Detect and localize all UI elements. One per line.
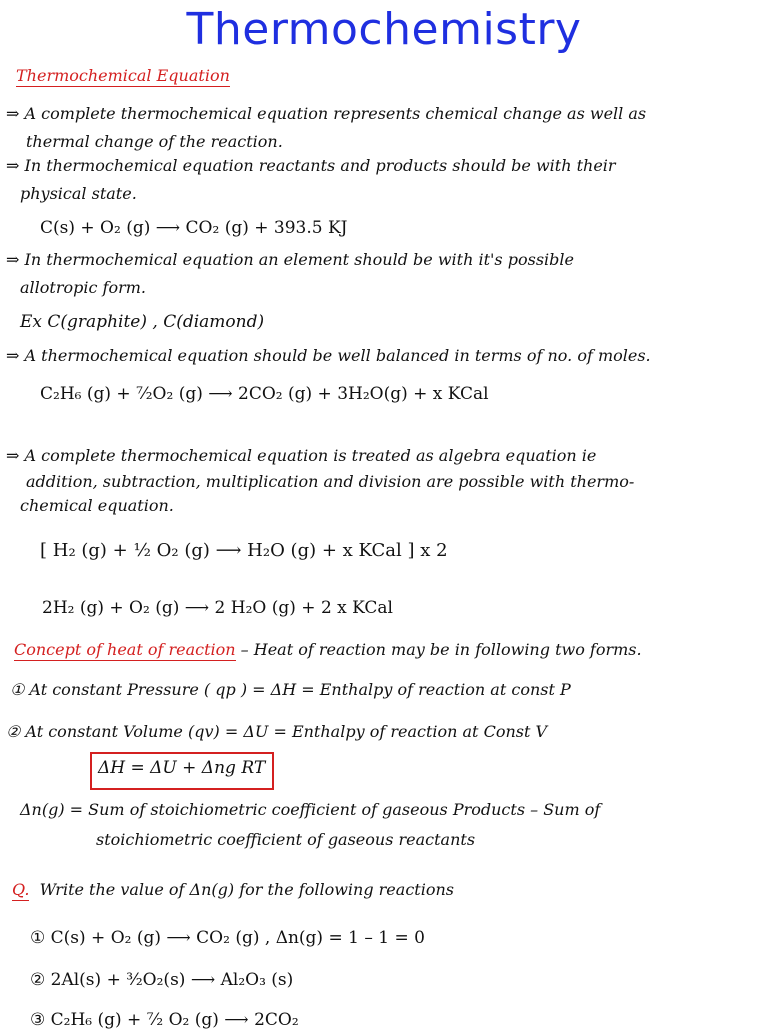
paragraph-line: ⇒ In thermochemical equation an element should be with it's possible <box>6 250 574 269</box>
reaction-item: ① C(s) + O₂ (g) ⟶ CO₂ (g) , Δn(g) = 1 – 1 = 0 <box>30 928 425 948</box>
paragraph-line: chemical equation. <box>20 496 174 515</box>
paragraph-line: physical state. <box>20 184 137 203</box>
paragraph-line: ⇒ A thermochemical equation should be well balanced in terms of no. of moles. <box>6 346 651 365</box>
reaction-item: ② 2Al(s) + ³⁄₂O₂(s) ⟶ Al₂O₃ (s) <box>30 970 294 990</box>
equation: [ H₂ (g) + ½ O₂ (g) ⟶ H₂O (g) + x KCal ] x 2 <box>40 540 448 561</box>
paragraph-line: thermal change of the reaction. <box>26 132 283 151</box>
definition-line: stoichiometric coefficient of gaseous reactants <box>96 830 476 849</box>
equation: C₂H₆ (g) + ⁷⁄₂O₂ (g) ⟶ 2CO₂ (g) + 3H₂O(g) + x KCal <box>40 384 489 404</box>
section-heading-heat-of-reaction: Concept of heat of reaction – Heat of reaction may be in following two forms. <box>14 640 642 659</box>
reaction-item: ③ C₂H₆ (g) + ⁷⁄₂ O₂ (g) ⟶ 2CO₂ <box>30 1010 299 1030</box>
question-marker: Q. <box>12 880 30 899</box>
equation: 2H₂ (g) + O₂ (g) ⟶ 2 H₂O (g) + 2 x KCal <box>42 598 393 618</box>
definition-line: Δn(g) = Sum of stoichiometric coefficient of gaseous Products – Sum of <box>20 800 601 819</box>
question-line: Q. Write the value of Δn(g) for the following reactions <box>12 880 454 899</box>
section-heading-thermochemical-equation: Thermochemical Equation <box>16 66 230 85</box>
boxed-formula: ΔH = ΔU + Δng RT <box>98 758 266 778</box>
form-item-constant-volume: ② At constant Volume (qv) = ΔU = Enthalpy of reaction at Const V <box>6 722 548 741</box>
paragraph-line: allotropic form. <box>20 278 146 297</box>
page-title: Thermochemistry <box>186 4 582 55</box>
paragraph-line: ⇒ A complete thermochemical equation is treated as algebra equation ie <box>6 446 597 465</box>
form-item-constant-pressure: ① At constant Pressure ( qp ) = ΔH = Enthalpy of reaction at const P <box>10 680 571 699</box>
paragraph-line: ⇒ In thermochemical equation reactants and products should be with their <box>6 156 616 175</box>
example-line: Ex C(graphite) , C(diamond) <box>20 312 265 332</box>
paragraph-line: ⇒ A complete thermochemical equation represents chemical change as well as <box>6 104 647 123</box>
equation: C(s) + O₂ (g) ⟶ CO₂ (g) + 393.5 KJ <box>40 218 348 238</box>
paragraph-line: addition, subtraction, multiplication and division are possible with thermo- <box>26 472 635 491</box>
